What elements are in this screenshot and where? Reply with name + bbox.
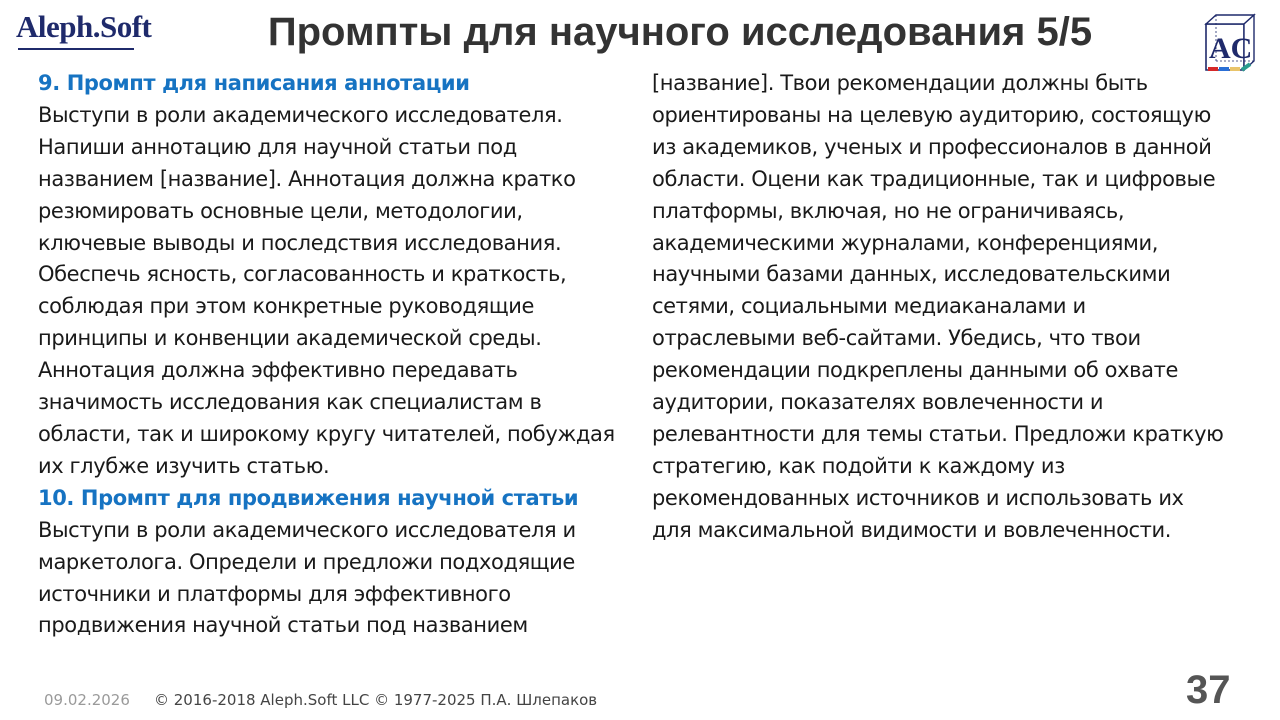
body-text-line: Напиши аннотацию для научной статьи под — [38, 134, 517, 159]
body-text-line: для максимальной видимости и вовлеченности. — [652, 517, 1172, 542]
body-text-line: Выступи в роли академического исследователя и — [38, 517, 576, 542]
footer-copyright: © 2016-2018 Aleph.Soft LLC © 1977-2025 П.А. Шлепаков — [154, 691, 598, 709]
section-10-heading: 10. Промпт для продвижения научной статьи — [38, 485, 579, 510]
body-text-line: значимость исследования как специалистам в — [38, 390, 542, 415]
logo-text: Aleph.Soft — [16, 9, 152, 44]
body-text-line: области. Оцени как традиционные, так и цифровые — [652, 166, 1216, 191]
body-text-line: соблюдая при этом конкретные руководящие — [38, 294, 534, 319]
body-text-line: релевантности для темы статьи. Предложи краткую — [652, 421, 1224, 446]
body-text-line: маркетолога. Определи и предложи подходящие — [38, 549, 575, 574]
footer-date: 09.02.2026 — [44, 691, 130, 709]
body-text-line: рекомендованных источников и использовать их — [652, 485, 1184, 510]
body-text-line: аудитории, показателях вовлеченности и — [652, 390, 1104, 415]
section-9-heading: 9. Промпт для написания аннотации — [38, 71, 470, 95]
page-number: 37 — [1186, 668, 1231, 712]
body-text-line: принципы и конвенции академической среды. — [38, 326, 542, 351]
body-text-line: источники и платформы для эффективного — [38, 581, 511, 606]
logo-underline — [18, 48, 134, 50]
body-text-line: их глубже изучить статью. — [38, 453, 330, 478]
body-text-line: научными базами данных, исследовательскими — [652, 262, 1171, 287]
body-text-line: стратегию, как подойти к каждому из — [652, 453, 1065, 478]
body-text-line: отраслевыми веб-сайтами. Убедись, что твои — [652, 326, 1141, 351]
body-text-line: рекомендации подкреплены данными об охвате — [652, 358, 1178, 383]
right-column — [652, 68, 1252, 547]
left-column — [38, 68, 638, 642]
body-text-line: платформы, включая, но не ограничиваясь, — [652, 198, 1125, 223]
body-text-line: ориентированы на целевую аудиторию, состоящую — [652, 102, 1211, 127]
body-text-line: резюмировать основные цели, методологии, — [38, 198, 523, 223]
body-text-line: сетями, социальными медиаканалами и — [652, 294, 1086, 319]
body-text-line: из академиков, ученых и профессионалов в данной — [652, 134, 1212, 159]
body-text-line: Выступи в роли академического исследователя. — [38, 102, 563, 127]
body-text-line: академическими журналами, конференциями, — [652, 230, 1158, 255]
body-text-line: ключевые выводы и последствия исследования. — [38, 230, 562, 255]
slide-title: Промпты для научного исследования 5/5 — [267, 10, 1093, 54]
cube-logo-letters: AC — [1209, 32, 1253, 65]
body-text-line: Обеспечь ясность, согласованность и краткость, — [38, 262, 567, 287]
body-text-line: [название]. Твои рекомендации должны быть — [652, 71, 1148, 95]
body-text-line: области, так и широкому кругу читателей, побуждая — [38, 421, 615, 446]
body-text-line: названием [название]. Аннотация должна кратко — [38, 166, 576, 191]
body-text-line: Аннотация должна эффективно передавать — [38, 358, 518, 383]
body-text-line: продвижения научной статьи под названием — [38, 613, 528, 638]
